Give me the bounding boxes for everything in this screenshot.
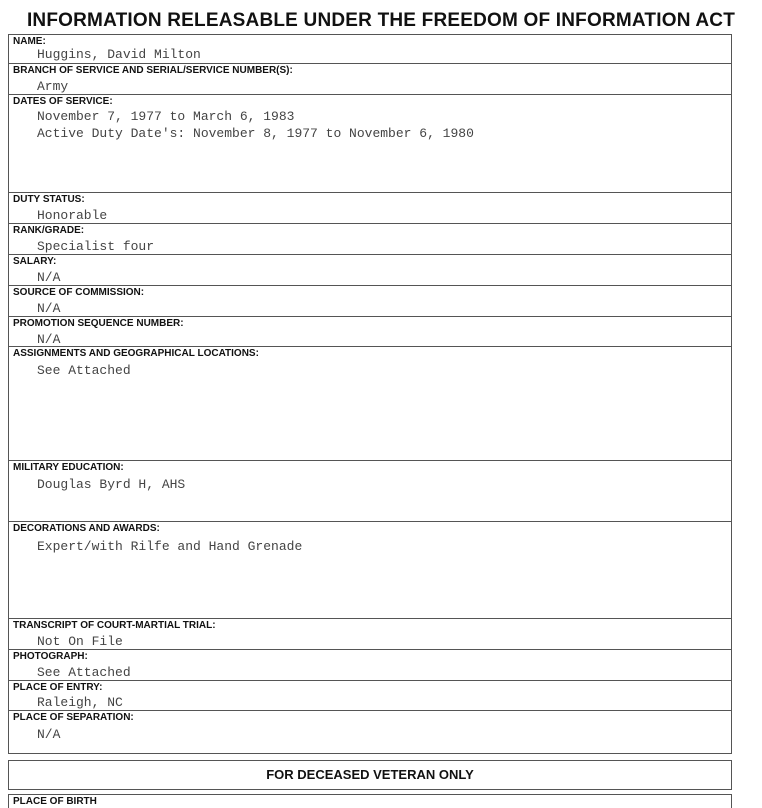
field-photograph xyxy=(8,649,732,680)
field-label: TRANSCRIPT OF COURT-MARTIAL TRIAL: xyxy=(13,620,216,631)
field-label: SALARY: xyxy=(13,256,57,267)
field-label: PLACE OF ENTRY: xyxy=(13,682,103,693)
field-value: Raleigh, NC xyxy=(37,695,123,710)
field-rank-grade xyxy=(8,223,732,254)
field-value: N/A xyxy=(37,332,61,347)
deceased-veteran-header: FOR DECEASED VETERAN ONLY xyxy=(8,760,732,790)
field-value: Huggins, David Milton xyxy=(37,47,201,62)
field-value: N/A xyxy=(37,727,61,742)
field-value: See Attached xyxy=(37,665,131,680)
field-promotion-sequence xyxy=(8,316,732,346)
field-value-line1: November 7, 1977 to March 6, 1983 xyxy=(37,109,295,124)
field-value: Not On File xyxy=(37,634,123,649)
field-label: DUTY STATUS: xyxy=(13,194,85,205)
field-value: Army xyxy=(37,79,69,94)
document-title: INFORMATION RELEASABLE UNDER THE FREEDOM OF INFORMATION ACT xyxy=(26,10,736,31)
field-place-of-entry xyxy=(8,680,732,710)
field-duty-status xyxy=(8,192,732,223)
field-military-education xyxy=(8,460,732,521)
field-label: RANK/GRADE: xyxy=(13,225,85,236)
field-dates-of-service xyxy=(8,94,732,192)
field-value: Honorable xyxy=(37,208,108,223)
field-name xyxy=(8,34,732,63)
field-value: See Attached xyxy=(37,363,131,378)
field-label: PROMOTION SEQUENCE NUMBER: xyxy=(13,318,184,329)
field-place-of-separation xyxy=(8,710,732,754)
field-value: N/A xyxy=(37,301,61,316)
field-label: PLACE OF BIRTH xyxy=(13,796,97,807)
field-value: N/A xyxy=(37,270,61,285)
field-label: BRANCH OF SERVICE AND SERIAL/SERVICE NUMBER(S): xyxy=(13,65,293,76)
field-assignments xyxy=(8,346,732,460)
field-label: PHOTOGRAPH: xyxy=(13,651,88,662)
field-label: DECORATIONS AND AWARDS: xyxy=(13,523,160,534)
field-value: Expert/with Rilfe and Hand Grenade xyxy=(37,539,303,554)
field-label: SOURCE OF COMMISSION: xyxy=(13,287,145,298)
field-salary xyxy=(8,254,732,285)
field-court-martial xyxy=(8,618,732,649)
field-value: Specialist four xyxy=(37,239,155,254)
field-value-line2: Active Duty Date's: November 8, 1977 to November 6, 1980 xyxy=(37,126,474,141)
field-value: Douglas Byrd H, AHS xyxy=(37,477,186,492)
field-label: DATES OF SERVICE: xyxy=(13,96,113,107)
field-label: MILITARY EDUCATION: xyxy=(13,462,124,473)
field-label: ASSIGNMENTS AND GEOGRAPHICAL LOCATIONS: xyxy=(13,348,259,359)
field-decorations-awards xyxy=(8,521,732,618)
field-label: PLACE OF SEPARATION: xyxy=(13,712,134,723)
field-place-of-birth xyxy=(8,794,732,808)
field-source-of-commission xyxy=(8,285,732,316)
field-branch xyxy=(8,63,732,94)
field-label: NAME: xyxy=(13,36,46,47)
